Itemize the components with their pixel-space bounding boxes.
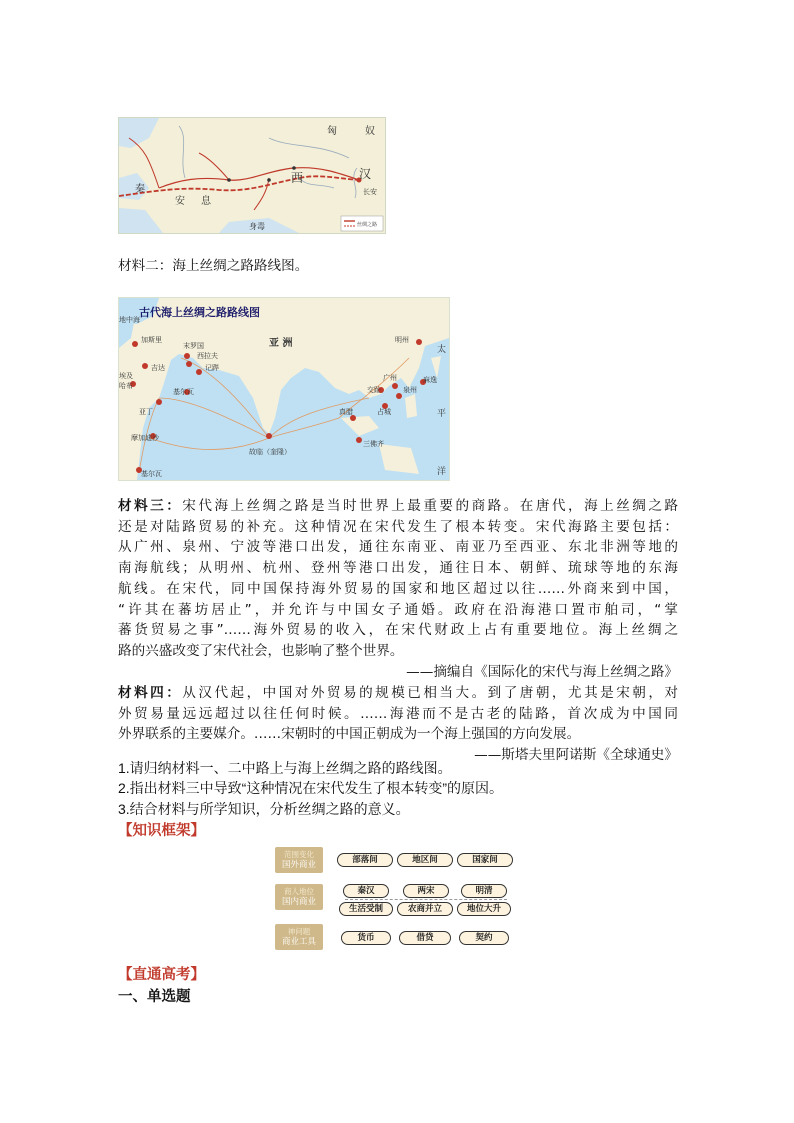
label-changan: 长安 <box>363 188 377 196</box>
material4-line: 外界联系的主要媒介。……宋朝时的中国正朝成为一个海上强国的方向发展。 <box>118 726 581 743</box>
question-1: 1.请归纳材料一、二中路上与海上丝绸之路的路线图。 <box>118 760 452 776</box>
framework-category <box>275 884 323 910</box>
material4-line: 外贸易量远远超过以往任何时候。……海港而不是古老的陆路，首次成为中国同 <box>118 705 678 722</box>
maritime-silk-road-map <box>118 297 450 481</box>
framework-item: 借贷 <box>399 931 451 945</box>
framework-item: 契约 <box>459 931 509 945</box>
label-sanfoqi: 三佛齐 <box>363 440 384 448</box>
material3-source: ——摘编自《国际化的宋代与海上丝绸之路》 <box>406 663 678 680</box>
material3-line: 路的兴盛改变了宋代社会，也影响了整个世界。 <box>118 642 404 659</box>
label-xi: 息 <box>201 196 211 207</box>
material4-paragraph <box>118 683 678 766</box>
framework-category-top: 商人地位 <box>284 887 314 896</box>
material3-line: 蕃货贸易之事”……海外贸易的收入，在宋代财政上占有重要地位。海上丝绸之 <box>118 622 678 639</box>
framework-category-bottom: 国外商业 <box>281 860 316 870</box>
label-jiaozhi: 交趾 <box>367 386 381 394</box>
label-modiqing: 摩加迪沙 <box>131 434 159 442</box>
label-ji: 基尔瓦 <box>141 470 162 478</box>
framework-item: 农商并立 <box>397 902 453 916</box>
framework-category-bottom: 商业工具 <box>281 937 316 947</box>
label-han: 汉 <box>359 167 372 181</box>
label-yading: 亚丁 <box>139 408 153 416</box>
material4-source: ——斯塔夫里阿诺斯《全球通史》 <box>474 747 678 764</box>
material4-label: 材料四： <box>118 685 183 701</box>
label-gulin: 故临（奎隆） <box>249 448 291 456</box>
material3-label: 材料三： <box>118 498 183 514</box>
label-asia: 亚 洲 <box>269 338 293 349</box>
label-dizhonghai: 地中海 <box>119 316 140 324</box>
knowledge-framework-header: 【知识框架】 <box>118 823 205 839</box>
label-tai: 太 <box>437 345 447 355</box>
land-map-graphic <box>119 118 385 233</box>
label-yang: 洋 <box>437 467 447 477</box>
label-jiping: 记跸 <box>205 364 219 372</box>
label-xiyu: 西 <box>291 171 304 185</box>
map1-legend-label: 丝绸之路 <box>357 222 378 228</box>
framework-item: 两宋 <box>403 884 449 898</box>
label-jierwa: 基尔瓦 <box>173 388 194 396</box>
label-jiasili: 加斯里 <box>141 336 162 344</box>
material3-paragraph <box>118 496 678 682</box>
framework-item: 地区间 <box>397 853 453 867</box>
label-shendu: 身毒 <box>249 222 265 231</box>
material3-line: “许其在蕃坊居止”，并允许与中国女子通婚。政府在沿海港口置市舶司，“掌 <box>118 601 678 618</box>
framework-category-top: 范围变化 <box>284 850 314 859</box>
label-jida: 吉达 <box>151 364 165 372</box>
maritime-map-graphic <box>119 298 449 480</box>
label-xilafu: 西拉夫 <box>197 352 218 360</box>
framework-item: 地位大升 <box>457 902 511 916</box>
label-ping: 平 <box>437 409 447 419</box>
label-mingzhou: 明州 <box>395 336 409 344</box>
question-2: 2.指出材料三中导致“这种情况在宋代发生了根本转变”的原因。 <box>118 780 503 796</box>
material3-line: 宋代海上丝绸之路是当时世界上最重要的商路。在唐代，海上丝绸之路 <box>182 498 679 514</box>
framework-item: 秦汉 <box>343 884 389 898</box>
label-manila: 麻逸 <box>423 376 437 384</box>
material2-caption: 材料二：海上丝绸之路路线图。 <box>118 258 309 274</box>
exam-header: 【直通高考】 <box>118 967 205 983</box>
label-zhenla: 真腊 <box>339 408 353 416</box>
material3-line: 从广州、泉州、宁波等港口出发，通往东南亚、南亚乃至西亚、东北非洲等地的 <box>118 539 678 556</box>
material3-line: 南海航线；从明州、杭州、登州等港口出发，通往日本、朝鲜、琉球等地的东海 <box>118 560 678 577</box>
label-moluoguo: 末罗国 <box>183 342 204 350</box>
label-zhancheng: 占城 <box>377 408 391 416</box>
label-anxi: 安 <box>175 196 185 207</box>
map2-title: 古代海上丝绸之路路线图 <box>139 306 260 319</box>
label-quanzhou: 泉州 <box>403 386 417 394</box>
label-qin: 秦 <box>135 184 145 195</box>
label-guangzhou: 广州 <box>383 374 397 382</box>
material3-line: 还是对陆路贸易的补充。这种情况在宋代发生了根本转变。宋代海路主要包括： <box>118 518 678 535</box>
framework-category <box>275 847 323 873</box>
framework-category <box>275 924 323 950</box>
framework-item: 明清 <box>461 884 507 898</box>
question-3: 3.结合材料与所学知识，分析丝绸之路的意义。 <box>118 801 410 817</box>
knowledge-framework-diagram <box>275 842 520 950</box>
label-xiongnu-1: 匈 <box>327 126 337 137</box>
label-hala: 哈布 <box>119 382 133 390</box>
framework-item: 国家间 <box>457 853 513 867</box>
label-xiongnu-2: 奴 <box>365 126 375 137</box>
material3-line: 航线。在宋代，同中国保持海外贸易的国家和地区超过以往……外商来到中国， <box>118 580 678 597</box>
label-aisi: 埃及 <box>119 372 133 380</box>
material4-line: 从汉代起，中国对外贸易的规模已相当大。到了唐朝，尤其是宋朝，对 <box>182 685 679 701</box>
section-title: 一、单选题 <box>118 989 191 1005</box>
framework-item: 货币 <box>341 931 391 945</box>
land-silk-road-map <box>118 117 386 234</box>
framework-category-top: 神问题 <box>287 927 311 936</box>
framework-category-bottom: 国内商业 <box>281 897 316 907</box>
framework-item: 部落间 <box>337 853 393 867</box>
framework-item: 生活受制 <box>339 902 393 916</box>
framework-divider <box>345 899 507 900</box>
